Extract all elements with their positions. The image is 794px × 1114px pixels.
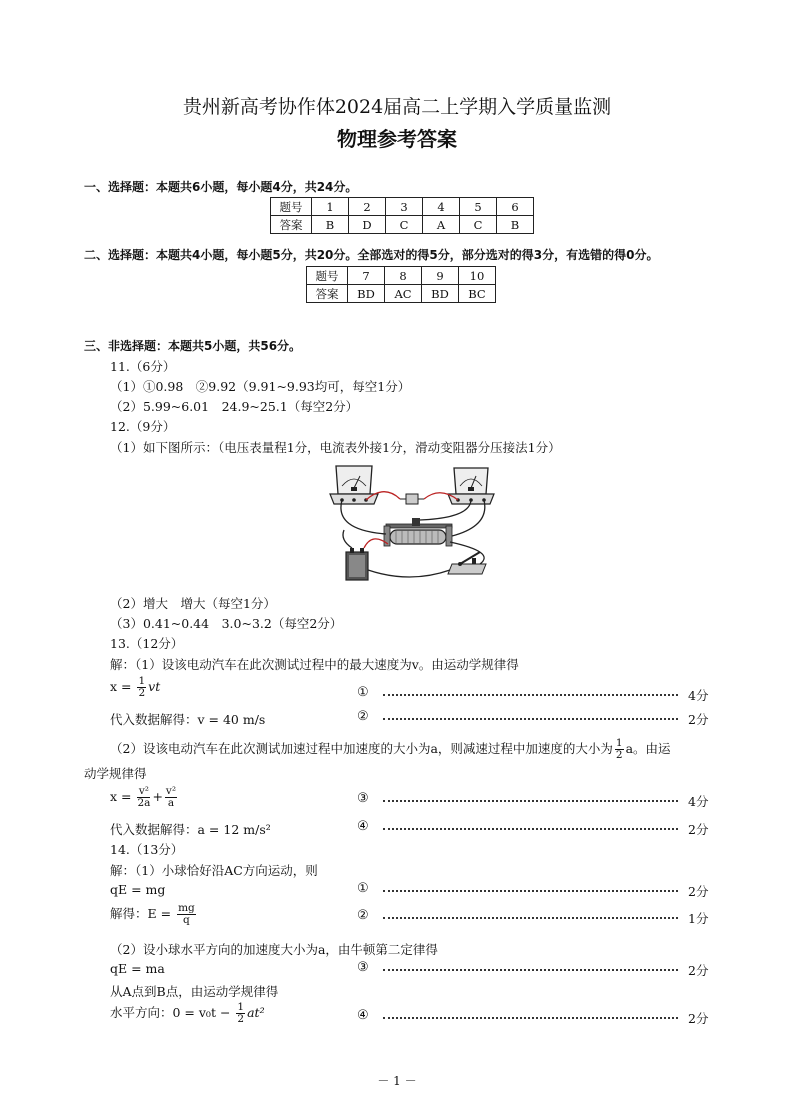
eq-score: 2分 (688, 1011, 709, 1026)
dot-leader (383, 828, 678, 830)
fraction (177, 903, 196, 926)
dot-leader (383, 969, 678, 971)
eq-score: 2分 (688, 884, 709, 899)
table-row (307, 285, 496, 303)
row-label-answer: 答案 (271, 216, 312, 234)
numerator: mg (178, 902, 195, 914)
q13-eq4: 代入数据解得：a = 12 m/s² (110, 822, 271, 837)
section2-answer-table (306, 266, 496, 303)
section3-heading: 三、非选择题：本题共5小题，共56分。 (84, 339, 302, 353)
denominator: 2a (137, 797, 151, 809)
eq-text: vt (148, 679, 161, 694)
dot-leader (383, 718, 678, 720)
row-label-answer: 答案 (307, 285, 348, 303)
table-cell: C (386, 216, 423, 234)
eq-number: ① (357, 685, 369, 700)
denominator: q (183, 914, 190, 926)
dot-leader (383, 917, 678, 919)
eq-score: 1分 (688, 911, 709, 926)
section2-heading: 二、选择题：本题共4小题，每小题5分，共20分。全部选对的得5分，部分选对的得3分，有选错的得0分。 (84, 248, 659, 262)
eq-number: ② (357, 908, 369, 923)
table-cell: 1 (312, 198, 349, 216)
section1-heading: 一、选择题：本题共6小题，每小题4分，共24分。 (84, 180, 358, 194)
q13-eq2: 代入数据解得：v = 40 m/s (110, 712, 266, 727)
eq-number: ④ (357, 819, 369, 834)
numerator: 1 (615, 737, 623, 749)
table-cell: A (423, 216, 460, 234)
q13-intro: 解：（1）设该电动汽车在此次测试过程中的最大速度为v。由运动学规律得 (110, 657, 519, 672)
q13-eq1 (110, 676, 160, 699)
denominator: a (167, 797, 175, 809)
page-number: － 1 － (377, 1074, 417, 1088)
q13-part2-cont: 动学规律得 (84, 766, 147, 781)
page-subtitle: 物理参考答案 (337, 127, 457, 151)
eq-score: 4分 (688, 688, 709, 703)
dot-leader (383, 890, 678, 892)
eq-number: ③ (357, 960, 369, 975)
denominator: 2 (615, 749, 623, 761)
eq-score: 2分 (688, 712, 709, 727)
page-title: 贵州新高考协作体2024届高二上学期入学质量监测 (182, 96, 612, 118)
rheostat-icon (384, 518, 452, 546)
eq-number: ② (357, 709, 369, 724)
eq-number: ① (357, 881, 369, 896)
table-cell: D (349, 216, 386, 234)
eq-text: 解得：E = (110, 906, 172, 921)
eq-score: 4分 (688, 794, 709, 809)
table-cell: 9 (422, 267, 459, 285)
q11-line1: （1）①0.98 ②9.92（9.91~9.93均可，每空1分） (110, 379, 411, 394)
row-label-question: 题号 (307, 267, 348, 285)
row-label-question: 题号 (271, 198, 312, 216)
denominator: 2 (138, 687, 146, 699)
fraction (137, 786, 150, 809)
table-cell: 10 (459, 267, 496, 285)
numerator: v² (165, 785, 177, 797)
q14-from: 从A点到B点，由运动学规律得 (110, 984, 279, 999)
table-row (271, 216, 534, 234)
text: a。由运 (625, 741, 671, 756)
dot-leader (383, 694, 678, 696)
q13-title: 13.（12分） (110, 636, 184, 651)
table-cell: B (312, 216, 349, 234)
dot-leader (383, 1017, 678, 1019)
q12-title: 12.（9分） (110, 419, 176, 434)
dot-leader (383, 800, 678, 802)
q14-intro: 解：（1）小球恰好沿AC方向运动，则 (110, 863, 318, 878)
text: （2）设该电动汽车在此次测试加速过程中加速度的大小为a，则减速过程中加速度的大小为 (110, 741, 613, 756)
table-cell: B (497, 216, 534, 234)
q14-eq1: qE = mg (110, 882, 166, 897)
table-cell: 5 (460, 198, 497, 216)
table-cell: 6 (497, 198, 534, 216)
table-cell: 2 (349, 198, 386, 216)
table-cell: 7 (348, 267, 385, 285)
table-cell: BD (422, 285, 459, 303)
q14-part2: （2）设小球水平方向的加速度大小为a，由牛顿第二定律得 (110, 942, 438, 957)
q14-eq3: qE = ma (110, 961, 165, 976)
denominator: 2 (237, 1013, 245, 1025)
q12-line2: （2）增大 增大（每空1分） (110, 596, 276, 611)
table-row (271, 198, 534, 216)
q14-eq4 (110, 1002, 265, 1025)
q12-line1: （1）如下图所示：（电压表量程1分，电流表外接1分，滑动变阻器分压接法1分） (110, 440, 561, 455)
battery-icon (346, 548, 368, 580)
eq-number: ④ (357, 1008, 369, 1023)
eq-text: at² (247, 1005, 265, 1020)
section1-answer-table (270, 197, 534, 234)
table-cell: 3 (386, 198, 423, 216)
eq-score: 2分 (688, 822, 709, 837)
resistor-icon (400, 494, 424, 504)
fraction (165, 786, 177, 809)
eq-score: 2分 (688, 963, 709, 978)
eq-text: 水平方向：0 = v₀t − (110, 1005, 231, 1020)
eq-text: x = (110, 789, 132, 804)
numerator: 1 (138, 675, 146, 687)
fraction (615, 738, 624, 761)
fraction (137, 676, 146, 699)
q14-eq2 (110, 903, 198, 926)
table-cell: C (460, 216, 497, 234)
voltmeter-icon (330, 466, 378, 504)
fraction (236, 1002, 245, 1025)
q11-title: 11.（6分） (110, 359, 176, 374)
numerator: v² (138, 785, 150, 797)
q14-title: 14.（13分） (110, 842, 184, 857)
table-cell: 4 (423, 198, 460, 216)
table-cell: BC (459, 285, 496, 303)
numerator: 1 (237, 1001, 245, 1013)
table-row (307, 267, 496, 285)
q13-part2 (110, 738, 671, 761)
table-cell: 8 (385, 267, 422, 285)
table-cell: AC (385, 285, 422, 303)
ammeter-icon (448, 468, 494, 504)
eq-number: ③ (357, 791, 369, 806)
q12-line3: （3）0.41~0.44 3.0~3.2（每空2分） (110, 616, 343, 631)
eq-text: x = (110, 679, 132, 694)
q13-eq3: x = $\frac{\text{v²}}{2a}$ + $\frac{\text{v²}}{a}$ (110, 785, 177, 809)
circuit-diagram (320, 460, 500, 588)
q11-line2: （2）5.99~6.01 24.9~25.1（每空2分） (110, 399, 359, 414)
table-cell: BD (348, 285, 385, 303)
